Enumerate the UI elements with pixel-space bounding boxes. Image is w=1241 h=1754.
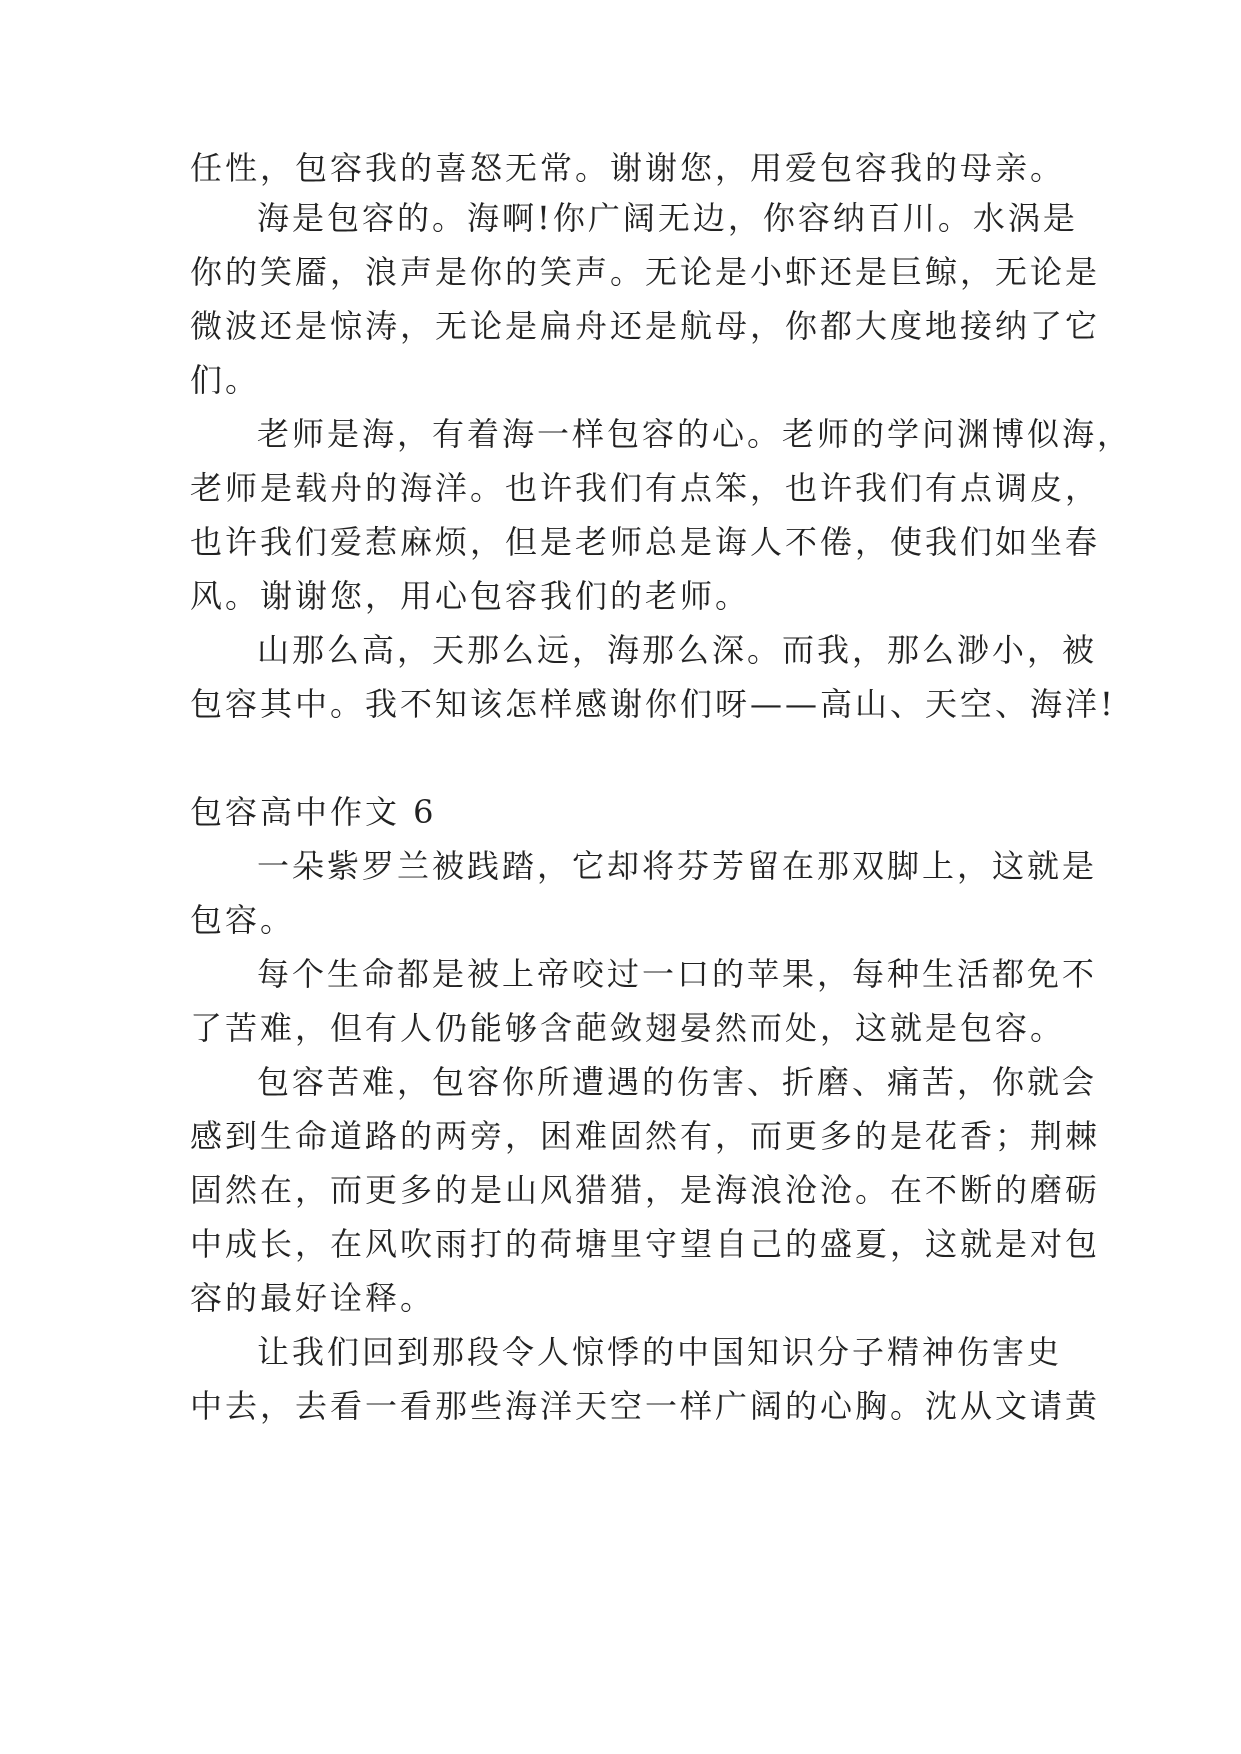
text-line: 一朵紫罗兰被践踏，它却将芬芳留在那双脚上，这就是 xyxy=(257,847,1098,885)
text-line: 也许我们爱惹麻烦，但是老师总是诲人不倦，使我们如坐春 xyxy=(190,523,1101,561)
text-line: 容的最好诠释。 xyxy=(190,1279,436,1317)
text-line: 感到生命道路的两旁，困难固然有，而更多的是花香；荆棘 xyxy=(190,1117,1101,1155)
text-line: 包容。 xyxy=(190,901,296,939)
text-line: 老师是海，有着海一样包容的心。老师的学问渊博似海， xyxy=(257,415,1133,453)
text-line: 每个生命都是被上帝咬过一口的苹果，每种生活都免不 xyxy=(257,955,1098,993)
text-line: 们。 xyxy=(190,361,261,399)
text-line: 包容苦难，包容你所遭遇的伤害、折磨、痛苦，你就会 xyxy=(257,1063,1098,1101)
text-line: 风。谢谢您，用心包容我们的老师。 xyxy=(190,577,751,615)
text-line: 中去，去看一看那些海洋天空一样广阔的心胸。沈从文请黄 xyxy=(190,1387,1101,1425)
text-line: 你的笑靥，浪声是你的笑声。无论是小虾还是巨鲸，无论是 xyxy=(190,253,1101,291)
text-line: 固然在，而更多的是山风猎猎，是海浪沧沧。在不断的磨砺 xyxy=(190,1171,1101,1209)
text-line: 让我们回到那段令人惊悸的中国知识分子精神伤害史 xyxy=(257,1333,1063,1371)
text-line: 老师是载舟的海洋。也许我们有点笨，也许我们有点调皮， xyxy=(190,469,1101,507)
text-line: 海是包容的。海啊!你广阔无边，你容纳百川。水涡是 xyxy=(257,199,1078,237)
text-line: 中成长，在风吹雨打的荷塘里守望自己的盛夏，这就是对包 xyxy=(190,1225,1101,1263)
text-line: 了苦难，但有人仍能够含葩敛翅晏然而处，这就是包容。 xyxy=(190,1009,1066,1047)
text-line: 微波还是惊涛，无论是扁舟还是航母，你都大度地接纳了它 xyxy=(190,307,1101,345)
text-line: 任性，包容我的喜怒无常。谢谢您，用爱包容我的母亲。 xyxy=(190,149,1066,187)
section-heading: 包容高中作文 6 xyxy=(190,793,437,831)
text-line: 包容其中。我不知该怎样感谢你们呀——高山、天空、海洋! xyxy=(190,685,1116,723)
text-line: 山那么高，天那么远，海那么深。而我，那么渺小，被 xyxy=(257,631,1098,669)
